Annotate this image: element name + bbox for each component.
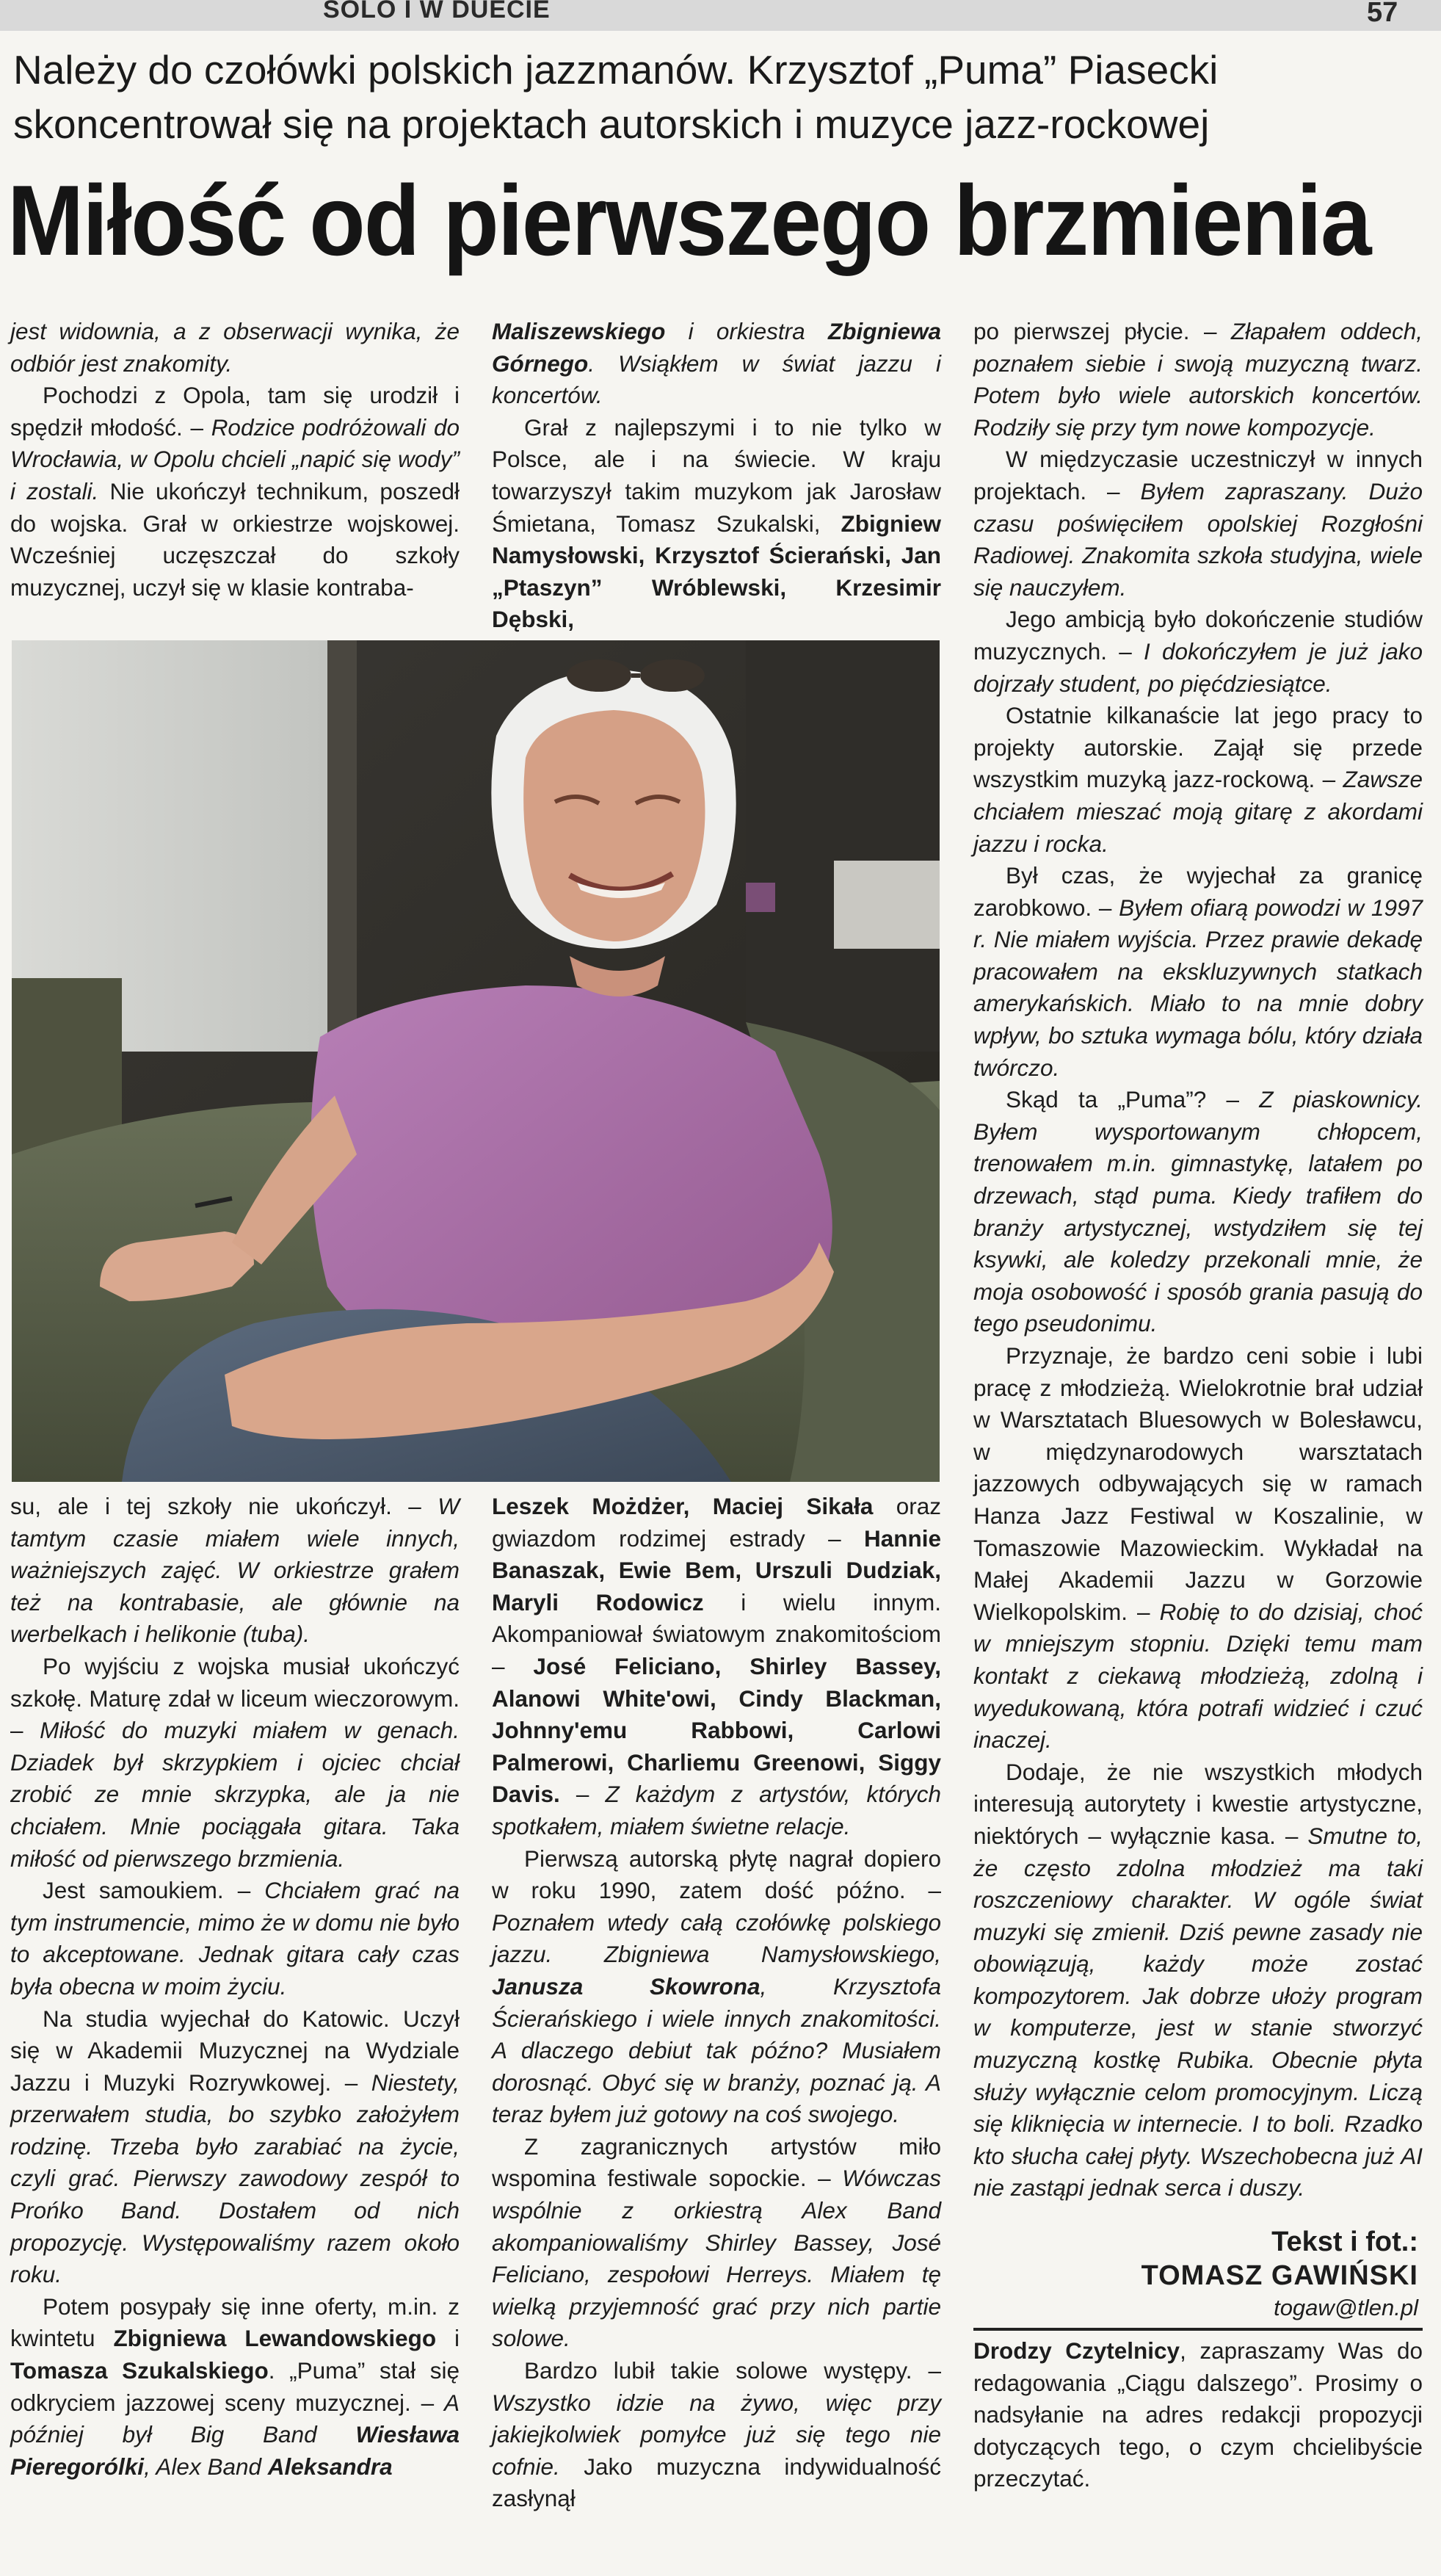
article-column-1-top: jest widownia, a z obserwacji wynika, że odbiór jest znakomity. Pochodzi z Opola, tam się urodził i spędził młodość. – Rodzice podróżowali do Wrocławia, w Opolu chcieli „napić się wody” i zostali. Nie ukończył technikum, poszedł do wojska. Grał w orkiestrze wojskowej. Wcześniej uczęszczał do szkoły muzycznej, uczył się w klasie kontraba-: [10, 318, 460, 601]
article-photo: [12, 640, 940, 1482]
article-column-2-top: Maliszewskiego i orkiestra Zbigniewa Górnego. Wsiąkłem w świat jazzu i koncertów. Grał z najlepszymi i to nie tylko w Polsce, ale i na świecie. W kraju towarzyszył takim muzykom jak Jarosław Śmietana, Tomasz Szukalski, Zbigniew Namysłowski, Krzysztof Ścierański, Jan „Ptaszyn” Wróblewski, Krzesimir Dębski,: [492, 318, 941, 633]
article-column-3: po pierwszej płycie. – Złapałem oddech, poznałem siebie i swoją muzyczną twarz. Potem było wiele autorskich koncertów. Rodziły się przy tym nowe kompozycje. W międzyczasie uczestniczył w innych projektach. – Byłem zapraszany. Dużo czasu poświęciłem opolskiej Rozgłośni Radiowej. Znakomita szkoła studyjna, wiele się nauczyłem. Jego ambicją było dokończenie studiów muzycznych. – I dokończyłem je już jako dojrzały student, po pięćdziesiątce. Ostatnie kilkanaście lat jego pracy to projekty autorskie. Zajął się przede wszystkim muzyką jazz-rockową. – Zawsze chciałem mieszać moją gitarę z akordami jazzu i rocka. Był czas, że wyjechał za granicę zarobkowo. – Byłem ofiarą powodzi w 1997 r. Nie miałem wyjścia. Przez prawie dekadę pracowałem na ekskluzywnych statkach amerykańskich. Miało to na mnie dobry wpływ, bo sztuka wymaga bólu, który działa twórczo. Skąd ta „Puma”? – Z piaskownicy. Byłem wysportowanym chłopcem, trenowałem m.in. gimnastykę, latałem po drzewach, stąd puma. Kiedy trafiłem do branży artystycznej, wstydziłem się tej ksywki, ale koledzy przekonali mnie, że moja osobowość i sposób grania pasują do tego pseudonimu. Przyznaje, że bardzo ceni sobie i lubi pracę z młodzieżą. Wielokrotnie brał udział w Warsztatach Bluesowych w Bolesławcu, w międzynarodowych warsztatach jazzowych odbywających się w ramach Hanza Jazz Festiwal w Koszalinie, w Tomaszowie Mazowieckim. Wykładał na Małej Akademii Jazzu w Gorzowie Wielkopolskim. – Robię to do dzisiaj, choć w mniejszym stopniu. Dzięki temu mam kontakt z ciekawą młodzieżą, zdolną i wyedukowaną, która potrafi widzieć i czuć inaczej. Dodaje, że nie wszystkich młodych interesują autorytety i kwestie artystyczne, niektórych – wyłącznie kasa. – Smutne to, że często zdolna młodzież ma taki roszczeniowy charakter. W ogóle świat muzyki się zmienił. Dziś pewne zasady nie obowiązują, każdy może zostać kompozytorem. Jak dobrze ułoży program w komputerze, jest w stanie stworzyć muzyczną kostkę Rubika. Obecnie płyta służy wyłącznie celom promocyjnym. Liczą się kliknięcia w internecie. I to boli. Rzadko kto słucha całej płyty. Wszechobecna już AI nie zastąpi jednak serca i duszy.: [973, 318, 1423, 2201]
author-credit: [973, 2225, 1418, 2323]
article-lead: Należy do czołówki polskich jazzmanów. Krzysztof „Puma” Piasecki skoncentrował się na projektach autorskich i muzyce jazz-rockowej: [13, 47, 1219, 147]
section-header-bar: [0, 0, 1441, 31]
notice-divider: [973, 2328, 1423, 2331]
portrait-photo-illustration: [12, 640, 940, 1482]
section-label: SOLO I W DUECIE: [323, 0, 551, 23]
credit-email: togaw@tlen.pl: [1274, 2295, 1418, 2320]
article-column-2-bottom: Leszek Możdżer, Maciej Sikała oraz gwiazdom rodzimej estrady – Hannie Banaszak, Ewie Bem, Urszuli Dudziak, Maryli Rodowicz i wielu innym. Akompaniował światowym znakomitościom – José Feliciano, Shirley Bassey, Alanowi White'owi, Cindy Blackman, Johnny'emu Rabbowi, Carlowi Palmerowi, Charliemu Greenowi, Siggy Davis. – Z każdym z artystów, których spotkałem, miałem świetne relacje. Pierwszą autorską płytę nagrał dopiero w roku 1990, zatem dość późno. – Poznałem wtedy całą czołówkę polskiego jazzu. Zbigniewa Namysłowskiego, Janusza Skowrona, Krzysztofa Ścierańskiego i wiele innych znakomitości. A dlaczego debiut tak późno? Musiałem dorosnąć. Obyć się w branży, poznać ją. A teraz byłem już gotowy na coś swojego. Z zagranicznych artystów miło wspomina festiwale sopockie. – Wówczas wspólnie z orkiestrą Alex Band akompaniowaliśmy Shirley Bassey, José Feliciano, zespołowi Herreys. Miałem tę wielką przyjemność grać przy nich partie solowe. Bardzo lubił takie solowe występy. – Wszystko idzie na żywo, więc przy jakiejkolwiek pomyłce już się tego nie cofnie. Jako muzyczna indywidualność zasłynął: [492, 1493, 942, 2512]
credit-author: TOMASZ GAWIŃSKI: [1141, 2260, 1418, 2291]
article-title: Miłość od pierwszego brzmienia: [7, 164, 1371, 276]
article-column-1-bottom: su, ale i tej szkoły nie ukończył. – W tamtym czasie miałem wiele innych, ważniejszych zajęć. W orkiestrze grałem też na kontrabasie, ale głównie na werbelkach i helikonie (tuba). Po wyjściu z wojska musiał ukończyć szkołę. Maturę zdał w liceum wieczorowym. – Miłość do muzyki miałem w genach. Dziadek był skrzypkiem i ojciec chciał zrobić ze mnie skrzypka, ale ja nie chciałem. Mnie pociągała gitara. Taka miłość od pierwszego brzmienia. Jest samoukiem. – Chciałem grać na tym instrumencie, mimo że w domu nie było to akceptowane. Jednak gitara cały czas była obecna w moim życiu. Na studia wyjechał do Katowic. Uczył się w Akademii Muzycznej na Wydziale Jazzu i Muzyki Rozrywkowej. – Niestety, przerwałem studia, bo szybko założyłem rodzinę. Trzeba było zarabiać na życie, czyli grać. Pierwszy zawodowy zespół to Prońko Band. Dostałem od nich propozycję. Występowaliśmy razem około roku. Potem posypały się inne oferty, m.in. z kwintetu Zbigniewa Lewandowskiego i Tomasza Szukalskiego. „Puma” stał się odkryciem jazzowej sceny muzycznej. – A później był Big Band Wiesława Pieregorólki, Alex Band Aleksandra: [10, 1493, 460, 2480]
credit-label: Tekst i fot.:: [1271, 2226, 1418, 2257]
page-number: 57: [1367, 0, 1398, 28]
notice-text: , zapraszamy Was do redagowania „Ciągu dalszego”. Prosimy o nadsyłanie na adres redakcji propozycji dotyczących tego, o czym chcielibyście przeczytać.: [973, 2337, 1423, 2492]
reader-notice: [973, 2335, 1423, 2495]
notice-salutation: Drodzy Czytelnicy: [973, 2337, 1180, 2364]
